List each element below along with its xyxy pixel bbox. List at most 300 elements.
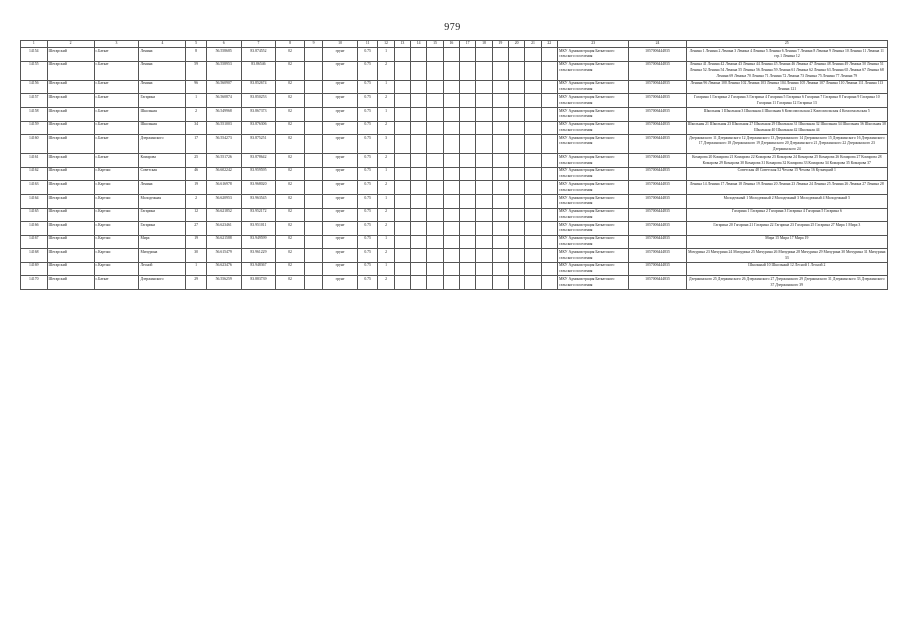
house-cell: 8	[186, 48, 206, 62]
row-number: 14154	[21, 48, 48, 62]
longitude-cell: 83.959595	[241, 167, 276, 181]
organization-cell: МКУ Администрация Баткатского сельского поселения	[557, 80, 628, 94]
empty-cell	[427, 154, 443, 168]
longitude-cell: 83.952172	[241, 208, 276, 222]
row-number: 14163	[21, 181, 48, 195]
addresses-cell: Дзержинского 25 Дзержинского 26 Дзержинского 27 Дзержинского 29 Дзержинского 31 Дзержинского 33 Дзержинского 37 Дзержинского 39	[686, 276, 887, 290]
empty-cell	[476, 48, 492, 62]
longitude-cell: 83.963545	[241, 195, 276, 209]
organization-cell: МКУ Администрация Баткатского сельского поселения	[557, 222, 628, 236]
area-cell: 0.75	[357, 107, 377, 121]
longitude-cell: 83.961229	[241, 249, 276, 263]
empty-cell	[394, 249, 410, 263]
row-number: 14169	[21, 262, 48, 276]
latitude-cell: 56.558685	[206, 48, 241, 62]
district-cell: Шегарский	[47, 181, 94, 195]
empty-cell	[411, 94, 427, 108]
empty-cell	[427, 235, 443, 249]
house-cell: 19	[186, 181, 206, 195]
empty-cell	[508, 135, 524, 154]
empty-cell	[460, 181, 476, 195]
empty-cell	[460, 154, 476, 168]
empty-cell	[476, 235, 492, 249]
empty-cell	[443, 195, 459, 209]
latitude-cell: 56.549968	[206, 107, 241, 121]
surface-cell: грунт	[323, 121, 358, 135]
empty-cell	[304, 222, 322, 236]
surface-cell: грунт	[323, 195, 358, 209]
column-header: 3	[94, 41, 139, 48]
column-header: 23	[557, 41, 628, 48]
latitude-cell: 56.621852	[206, 208, 241, 222]
district-cell: Шегарский	[47, 249, 94, 263]
empty-cell	[525, 48, 541, 62]
column-header: 2	[47, 41, 94, 48]
area-cell: 0.75	[357, 94, 377, 108]
column-header: 19	[492, 41, 508, 48]
house-cell: 46	[186, 167, 206, 181]
organization-cell: МКУ Администрация Баткатского сельского поселения	[557, 135, 628, 154]
ogrn-cell: 1057006444835	[629, 208, 686, 222]
ogrn-cell: 1057006444835	[629, 167, 686, 181]
surface-cell: грунт	[323, 94, 358, 108]
district-cell: Шегарский	[47, 48, 94, 62]
empty-cell	[541, 195, 557, 209]
count-cell: 2	[378, 276, 394, 290]
surface-cell: грунт	[323, 222, 358, 236]
empty-cell	[411, 235, 427, 249]
empty-cell	[460, 94, 476, 108]
empty-cell	[508, 107, 524, 121]
addresses-cell: Мичурина 23 Мичурина 24 Мичурина 25 Мичурина 26 Мичурина 28 Мичурина 29 Мичурина 30 Мичурина 31 Мичурина 33	[686, 249, 887, 263]
empty-cell	[541, 222, 557, 236]
empty-cell	[394, 154, 410, 168]
empty-cell	[508, 154, 524, 168]
area-cell: 0.75	[357, 249, 377, 263]
row-number: 14167	[21, 235, 48, 249]
count-cell: 1	[378, 80, 394, 94]
house-cell: 1	[186, 262, 206, 276]
empty-cell	[411, 135, 427, 154]
empty-cell	[525, 276, 541, 290]
column-header: 15	[427, 41, 443, 48]
table-row	[21, 80, 888, 94]
empty-cell	[525, 61, 541, 80]
empty-cell	[541, 276, 557, 290]
empty-cell	[427, 121, 443, 135]
empty-cell	[443, 121, 459, 135]
cover-code-cell: 02	[276, 107, 305, 121]
empty-cell	[525, 80, 541, 94]
column-header: 22	[541, 41, 557, 48]
table-row	[21, 262, 888, 276]
empty-cell	[541, 167, 557, 181]
house-cell: 30	[186, 249, 206, 263]
empty-cell	[460, 135, 476, 154]
empty-cell	[411, 121, 427, 135]
column-header: 1	[21, 41, 48, 48]
empty-cell	[304, 135, 322, 154]
longitude-cell: 83.875251	[241, 135, 276, 154]
empty-cell	[541, 80, 557, 94]
empty-cell	[304, 48, 322, 62]
table-body	[21, 48, 888, 290]
cover-code-cell: 02	[276, 167, 305, 181]
empty-cell	[460, 167, 476, 181]
empty-cell	[508, 195, 524, 209]
count-cell: 1	[378, 262, 394, 276]
organization-cell: МКУ Администрация Баткатского сельского поселения	[557, 94, 628, 108]
empty-cell	[508, 94, 524, 108]
empty-cell	[411, 195, 427, 209]
empty-cell	[443, 262, 459, 276]
settlement-cell: с.Карташ	[94, 249, 139, 263]
ogrn-cell: 1057006444835	[629, 181, 686, 195]
empty-cell	[394, 235, 410, 249]
row-number: 14170	[21, 276, 48, 290]
latitude-cell: 56.554273	[206, 135, 241, 154]
street-cell: Молодежная	[139, 195, 186, 209]
empty-cell	[304, 181, 322, 195]
empty-cell	[460, 80, 476, 94]
empty-cell	[427, 262, 443, 276]
empty-cell	[492, 235, 508, 249]
empty-cell	[427, 80, 443, 94]
empty-cell	[492, 48, 508, 62]
count-cell: 2	[378, 181, 394, 195]
empty-cell	[427, 135, 443, 154]
empty-cell	[427, 107, 443, 121]
empty-cell	[492, 222, 508, 236]
row-number: 14157	[21, 94, 48, 108]
row-number: 14159	[21, 121, 48, 135]
column-header: 20	[508, 41, 524, 48]
empty-cell	[492, 94, 508, 108]
empty-cell	[411, 222, 427, 236]
empty-cell	[508, 235, 524, 249]
empty-cell	[508, 121, 524, 135]
cover-code-cell: 02	[276, 249, 305, 263]
empty-cell	[492, 61, 508, 80]
empty-cell	[304, 276, 322, 290]
addresses-cell: Ленина 96 Ленина 100 Ленина 102 Ленина 103 Ленина 104 Ленина 105 Ленина 107 Ленина 110 Ленина 111 Ленина 113 Ленина 121	[686, 80, 887, 94]
row-number: 14156	[21, 80, 48, 94]
empty-cell	[411, 80, 427, 94]
empty-cell	[427, 61, 443, 80]
table-row	[21, 181, 888, 195]
latitude-cell: 56.556259	[206, 276, 241, 290]
latitude-cell: 56.621588	[206, 235, 241, 249]
district-cell: Шегарский	[47, 276, 94, 290]
settlement-cell: с.Карташ	[94, 235, 139, 249]
empty-cell	[411, 181, 427, 195]
area-cell: 0.75	[357, 181, 377, 195]
house-cell: 59	[186, 61, 206, 80]
latitude-cell: 56.616978	[206, 181, 241, 195]
empty-cell	[443, 181, 459, 195]
empty-cell	[525, 262, 541, 276]
empty-cell	[427, 222, 443, 236]
empty-cell	[476, 181, 492, 195]
empty-cell	[508, 80, 524, 94]
area-cell: 0.75	[357, 276, 377, 290]
addresses-cell: Школьная 1 Школьная 3 Школьная 4 Школьная 6 Комсомольская 2 Комсомольская 4 Комсомольская 5	[686, 107, 887, 121]
empty-cell	[492, 208, 508, 222]
settlement-cell: с.Баткат	[94, 48, 139, 62]
empty-cell	[443, 61, 459, 80]
empty-cell	[492, 80, 508, 94]
table-row	[21, 276, 888, 290]
empty-cell	[525, 181, 541, 195]
table-row	[21, 249, 888, 263]
district-cell: Шегарский	[47, 61, 94, 80]
latitude-cell: 56.560874	[206, 94, 241, 108]
empty-cell	[476, 107, 492, 121]
empty-cell	[304, 195, 322, 209]
cover-code-cell: 02	[276, 48, 305, 62]
empty-cell	[443, 167, 459, 181]
empty-cell	[508, 181, 524, 195]
longitude-cell: 83.874552	[241, 48, 276, 62]
empty-cell	[443, 80, 459, 94]
column-header: 16	[443, 41, 459, 48]
empty-cell	[525, 135, 541, 154]
column-header: 17	[460, 41, 476, 48]
addresses-cell: Ленина 1 Ленина 2 Ленина 3 Ленина 4 Ленина 5 Ленина 6 Ленина 7 Ленина 8 Ленина 9 Ленина 10 Ленина 11 Ленина 11 стр.1 Ленина 12	[686, 48, 887, 62]
registry-table	[20, 40, 888, 290]
settlement-cell: с.Баткат	[94, 135, 139, 154]
column-header: 8	[276, 41, 305, 48]
street-cell: Ленина	[139, 61, 186, 80]
longitude-cell: 83.867373	[241, 107, 276, 121]
empty-cell	[460, 61, 476, 80]
empty-cell	[492, 121, 508, 135]
empty-cell	[525, 107, 541, 121]
cover-code-cell: 02	[276, 61, 305, 80]
longitude-cell: 83.968020	[241, 181, 276, 195]
longitude-cell: 83.86546	[241, 61, 276, 80]
surface-cell: грунт	[323, 48, 358, 62]
ogrn-cell: 1057006444835	[629, 61, 686, 80]
organization-cell: МКУ Администрация Баткатского сельского поселения	[557, 154, 628, 168]
empty-cell	[394, 181, 410, 195]
empty-cell	[525, 195, 541, 209]
empty-cell	[492, 107, 508, 121]
area-cell: 0.75	[357, 48, 377, 62]
empty-cell	[460, 48, 476, 62]
empty-cell	[541, 249, 557, 263]
settlement-cell: с.Баткат	[94, 61, 139, 80]
row-number: 14161	[21, 154, 48, 168]
organization-cell: МКУ Администрация Баткатского сельского поселения	[557, 235, 628, 249]
street-cell: Ленина	[139, 48, 186, 62]
empty-cell	[508, 222, 524, 236]
empty-cell	[394, 262, 410, 276]
empty-cell	[304, 107, 322, 121]
row-number: 14160	[21, 135, 48, 154]
surface-cell: грунт	[323, 107, 358, 121]
empty-cell	[427, 195, 443, 209]
empty-cell	[508, 167, 524, 181]
empty-cell	[525, 154, 541, 168]
empty-cell	[476, 94, 492, 108]
empty-cell	[394, 222, 410, 236]
cover-code-cell: 02	[276, 121, 305, 135]
district-cell: Шегарский	[47, 208, 94, 222]
empty-cell	[443, 107, 459, 121]
longitude-cell: 83.852674	[241, 80, 276, 94]
addresses-cell: Гагарина 20 Гагарина 21 Гагарина 22 Гагарина 23 Гагарина 25 Гагарина 27 Мира 1 Мира 3	[686, 222, 887, 236]
table-row	[21, 135, 888, 154]
column-header: 5	[186, 41, 206, 48]
empty-cell	[541, 235, 557, 249]
empty-cell	[394, 80, 410, 94]
count-cell: 1	[378, 167, 394, 181]
empty-cell	[460, 262, 476, 276]
empty-cell	[427, 276, 443, 290]
area-cell: 0.75	[357, 80, 377, 94]
empty-cell	[304, 235, 322, 249]
ogrn-cell: 1057006444835	[629, 107, 686, 121]
header-row	[21, 41, 888, 48]
house-cell: 19	[186, 235, 206, 249]
empty-cell	[460, 235, 476, 249]
area-cell: 0.75	[357, 121, 377, 135]
street-cell: Мичурина	[139, 249, 186, 263]
cover-code-cell: 02	[276, 94, 305, 108]
empty-cell	[492, 276, 508, 290]
empty-cell	[304, 61, 322, 80]
street-cell: Мира	[139, 235, 186, 249]
empty-cell	[541, 94, 557, 108]
organization-cell: МКУ Администрация Баткатского сельского поселения	[557, 249, 628, 263]
latitude-cell: 56.620953	[206, 195, 241, 209]
settlement-cell: с.Баткат	[94, 276, 139, 290]
cover-code-cell: 02	[276, 208, 305, 222]
empty-cell	[394, 208, 410, 222]
column-header: 18	[476, 41, 492, 48]
empty-cell	[492, 154, 508, 168]
empty-cell	[443, 135, 459, 154]
addresses-cell: Молодежный 1 Молодежный 2 Молодежный 3 Молодежный 4 Молодежный 5	[686, 195, 887, 209]
empty-cell	[443, 154, 459, 168]
empty-cell	[304, 94, 322, 108]
street-cell: Дзержинского	[139, 276, 186, 290]
count-cell: 1	[378, 107, 394, 121]
addresses-cell: Школьная 21 Школьная 23 Школьная 27 Школьная 29 Школьная 31 Школьная 32 Школьная 34 Школьная 36 Школьная 38 Школьная 40 Школьная 42 Школьная 44	[686, 121, 887, 135]
row-number: 14165	[21, 208, 48, 222]
empty-cell	[394, 94, 410, 108]
surface-cell: грунт	[323, 154, 358, 168]
area-cell: 0.75	[357, 235, 377, 249]
latitude-cell: 56.558953	[206, 61, 241, 80]
district-cell: Шегарский	[47, 222, 94, 236]
empty-cell	[304, 154, 322, 168]
table-row	[21, 195, 888, 209]
count-cell: 2	[378, 154, 394, 168]
empty-cell	[411, 61, 427, 80]
empty-cell	[541, 262, 557, 276]
addresses-cell: Ленина 14 Ленина 17 Ленина 18 Ленина 19 Ленина 20 Ленина 23 Ленина 24 Ленина 25 Ленина 26 Ленина 27 Ленина 28	[686, 181, 887, 195]
surface-cell: грунт	[323, 276, 358, 290]
area-cell: 0.75	[357, 154, 377, 168]
house-cell: 96	[186, 80, 206, 94]
empty-cell	[411, 249, 427, 263]
empty-cell	[427, 167, 443, 181]
empty-cell	[508, 61, 524, 80]
count-cell: 1	[378, 48, 394, 62]
empty-cell	[460, 208, 476, 222]
organization-cell: МКУ Администрация Баткатского сельского поселения	[557, 61, 628, 80]
district-cell: Шегарский	[47, 121, 94, 135]
latitude-cell: 56.551726	[206, 154, 241, 168]
district-cell: Шегарский	[47, 80, 94, 94]
addresses-cell: Комарова 20 Комарова 21 Комарова 22 Комарова 23 Комарова 24 Комарова 25 Комарова 26 Комарова 27 Комарова 28 Комарова 29 Комарова 30 Комарова 31 Комарова 32 Комарова 33 Комарова 34 Комарова 35 Комарова 37	[686, 154, 887, 168]
addresses-cell: Ленина 41 Ленина 42 Ленина 43 Ленина 44 Ленина 45 Ленина 46 Ленина 47 Ленина 48 Ленина 49 Ленина 50 Ленина 51 Ленина 52 Ленина 54 Ленина 55 Ленина 56 Ленина 59 Ленина 61 Ленина 62 Ленина 63 Ленина 65 Ленина 67 Ленина 68 Ленина 69 Ленина 70 Ленина 71 Ленина 72 Ленина 73 Ленина 75 Ленина 77 Ленина 79	[686, 61, 887, 80]
empty-cell	[525, 121, 541, 135]
latitude-cell: 56.615479	[206, 249, 241, 263]
ogrn-cell: 1057006444835	[629, 222, 686, 236]
street-cell: Ленина	[139, 181, 186, 195]
latitude-cell: 56.623461	[206, 222, 241, 236]
organization-cell: МКУ Администрация Баткатского сельского поселения	[557, 276, 628, 290]
empty-cell	[476, 167, 492, 181]
latitude-cell: 56.602242	[206, 167, 241, 181]
empty-cell	[492, 181, 508, 195]
organization-cell: МКУ Администрация Баткатского сельского поселения	[557, 208, 628, 222]
cover-code-cell: 02	[276, 262, 305, 276]
area-cell: 0.75	[357, 135, 377, 154]
count-cell: 1	[378, 235, 394, 249]
area-cell: 0.75	[357, 167, 377, 181]
street-cell: Школьная	[139, 121, 186, 135]
street-cell: Советская	[139, 167, 186, 181]
empty-cell	[541, 154, 557, 168]
addresses-cell: Школьный 10 Школьный 12 Лесной 1 Лесной 2	[686, 262, 887, 276]
street-cell: Гагарина	[139, 94, 186, 108]
empty-cell	[460, 195, 476, 209]
empty-cell	[476, 195, 492, 209]
column-header: 9	[304, 41, 322, 48]
column-header: 12	[378, 41, 394, 48]
empty-cell	[460, 249, 476, 263]
house-cell: 2	[186, 107, 206, 121]
street-cell: Гагарина	[139, 208, 186, 222]
surface-cell: грунт	[323, 262, 358, 276]
cover-code-cell: 02	[276, 276, 305, 290]
street-cell: Школьная	[139, 107, 186, 121]
settlement-cell: с.Карташ	[94, 208, 139, 222]
district-cell: Шегарский	[47, 135, 94, 154]
street-cell: Лесной	[139, 262, 186, 276]
empty-cell	[411, 208, 427, 222]
empty-cell	[476, 80, 492, 94]
empty-cell	[411, 48, 427, 62]
organization-cell: МКУ Администрация Баткатского сельского поселения	[557, 121, 628, 135]
count-cell: 2	[378, 94, 394, 108]
organization-cell: МКУ Администрация Баткатского сельского поселения	[557, 48, 628, 62]
count-cell: 1	[378, 195, 394, 209]
count-cell: 3	[378, 135, 394, 154]
addresses-cell: Гагарина 1 Гагарина 2 Гагарина 3 Гагарина 4 Гагарина 5 Гагарина 6 Гагарина 7 Гагарина 8 Гагарина 9 Гагарина 10 Гагарина 11 Гагарина 12 Гагарина 13	[686, 94, 887, 108]
longitude-cell: 83.949599	[241, 235, 276, 249]
cover-code-cell: 02	[276, 154, 305, 168]
column-header: 13	[394, 41, 410, 48]
area-cell: 0.75	[357, 208, 377, 222]
surface-cell: грунт	[323, 167, 358, 181]
surface-cell: грунт	[323, 61, 358, 80]
empty-cell	[443, 276, 459, 290]
